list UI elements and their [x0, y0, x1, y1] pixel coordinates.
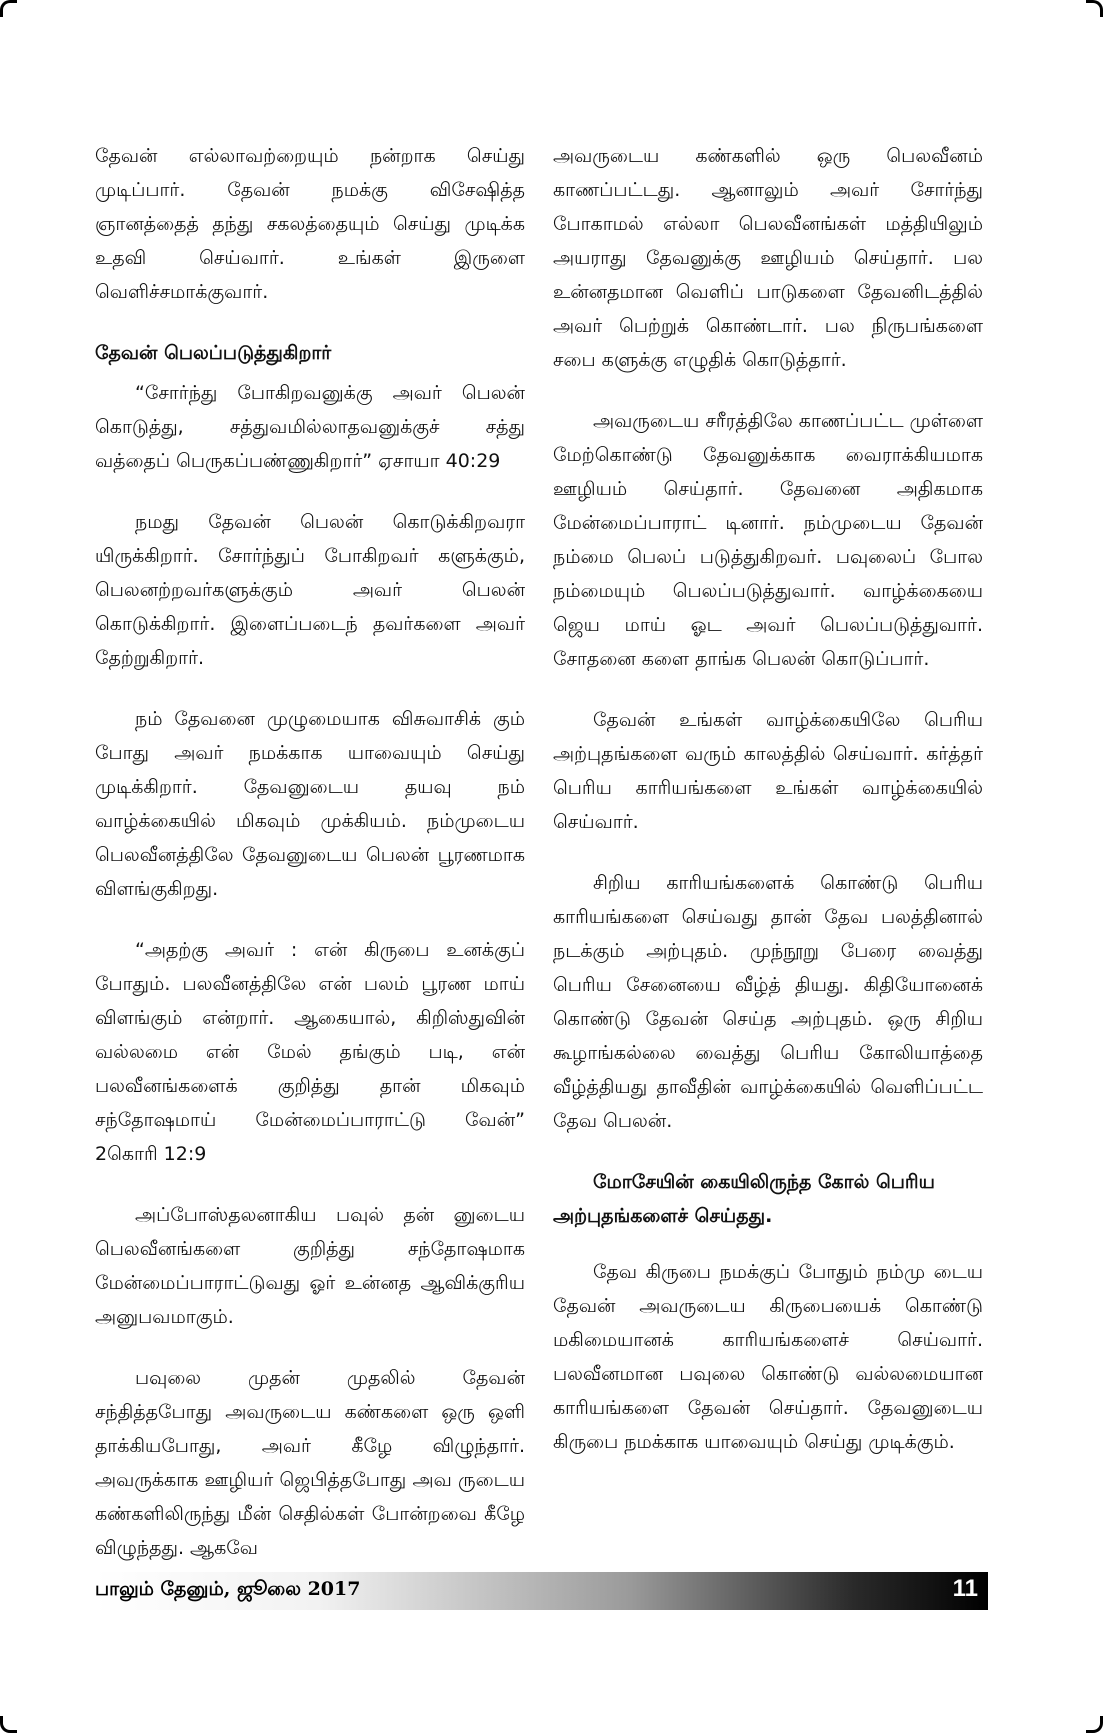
paragraph: தேவன் எல்லாவற்றையும் நன்றாக செய்து முடிப்பார். தேவன் நமக்கு விசேஷித்த ஞானத்தைத் தந்து சகலத்தையும் செய்து முடிக்க உதவி செய்வார். உங்கள் இருளை வெளிச்சமாக்குவார்.	[95, 145, 525, 303]
footer-bar	[95, 1572, 988, 1610]
paragraph: நம் தேவனை முழுமையாக விசுவாசிக் கும் போது அவர் நமக்காக யாவையும் செய்து முடிக்கிறார். தேவனுடைய தயவு நம் வாழ்க்கையில் மிகவும் முக்கியம். நம்முடைய பெலவீனத்திலே தேவனுடைய பெலன் பூரணமாக விளங்குகிறது.	[95, 708, 525, 900]
corner-mark-bottom-right	[1086, 1716, 1103, 1733]
section-heading: தேவன் பெலப்படுத்துகிறார்	[95, 342, 332, 364]
corner-mark-top-right	[1086, 0, 1103, 17]
paragraph: தேவன் உங்கள் வாழ்க்கையிலே பெரிய அற்புதங்களை வரும் காலத்தில் செய்வார். கர்த்தர் பெரிய காரியங்களை உங்கள் வாழ்க்கையில் செய்வார்.	[553, 709, 983, 833]
paragraph: தேவ கிருபை நமக்குப் போதும் நம்மு டைய தேவன் அவருடைய கிருபையைக் கொண்டு மகிமையானக் காரியங்களைச் செய்வார். பலவீனமான பவுலை கொண்டு வல்லமையான காரியங்களை தேவன் செய்தார். தேவனுடைய கிருபை நமக்காக யாவையும் செய்து முடிக்கும்.	[553, 1261, 983, 1453]
paragraph: அப்போஸ்தலனாகிய பவுல் தன் னுடைய பெலவீனங்களை குறித்து சந்தோஷமாக மேன்மைப்பாராட்டுவது ஓர் உன்னத ஆவிக்குரிய அனுபவமாகும்.	[95, 1204, 525, 1328]
paragraph: பவுலை முதன் முதலில் தேவன் சந்தித்தபோது அவருடைய கண்களை ஒரு ஒளி தாக்கியபோது, அவர் கீழே விழுந்தார். அவருக்காக ஊழியர் ஜெபித்தபோது அவ ருடைய கண்களிலிருந்து மீன் செதில்கள் போன்றவை கீழே விழுந்தது. ஆகவே	[95, 1367, 525, 1559]
right-column	[553, 139, 983, 1486]
scripture-quote: “சோர்ந்து போகிறவனுக்கு அவர் பெலன் கொடுத்து, சத்துவமில்லாதவனுக்குச் சத்து வத்தைப் பெருகப்பண்ணுகிறார்” ஏசாயா 40:29	[95, 382, 525, 472]
corner-mark-top-left	[0, 0, 17, 17]
page-number: 11	[952, 1575, 978, 1602]
magazine-issue-title: பாலும் தேனும், ஜூலை 2017	[95, 1578, 361, 1600]
section-heading: மோசேயின் கையிலிருந்த கோல் பெரிய அற்புதங்களைச் செய்தது.	[553, 1171, 935, 1227]
paragraph: அவருடைய கண்களில் ஒரு பெலவீனம் காணப்பட்டது. ஆனாலும் அவர் சோர்ந்து போகாமல் எல்லா பெலவீனங்கள் மத்தியிலும் அயராது தேவனுக்கு ஊழியம் செய்தார். பல உன்னதமான வெளிப் பாடுகளை தேவனிடத்தில் அவர் பெற்றுக் கொண்டார். பல நிருபங்களை சபை களுக்கு எழுதிக் கொடுத்தார்.	[553, 145, 983, 371]
corner-mark-bottom-left	[0, 1716, 17, 1733]
paragraph: சிறிய காரியங்களைக் கொண்டு பெரிய காரியங்களை செய்வது தான் தேவ பலத்தினால் நடக்கும் அற்புதம். முந்நூறு பேரை வைத்து பெரிய சேனையை வீழ்த் தியது. கிதியோனைக் கொண்டு தேவன் செய்த அற்புதம். ஒரு சிறிய கூழாங்கல்லை வைத்து பெரிய கோலியாத்தை வீழ்த்தியது தாவீதின் வாழ்க்கையில் வெளிப்பட்ட தேவ பெலன்.	[553, 872, 983, 1132]
paragraph: அவருடைய சரீரத்திலே காணப்பட்ட முள்ளை மேற்கொண்டு தேவனுக்காக வைராக்கியமாக ஊழியம் செய்தார். தேவனை அதிகமாக மேன்மைப்பாராட் டினார். நம்முடைய தேவன் நம்மை பெலப் படுத்துகிறவர். பவுலைப் போல நம்மையும் பெலப்படுத்துவார். வாழ்க்கையை ஜெய மாய் ஓட அவர் பெலப்படுத்துவார். சோதனை களை தாங்க பெலன் கொடுப்பார்.	[553, 410, 983, 670]
scripture-quote: “அதற்கு அவர் : என் கிருபை உனக்குப் போதும். பலவீனத்திலே என் பலம் பூரண மாய் விளங்கும் என்றார். ஆகையால், கிறிஸ்துவின் வல்லமை என் மேல் தங்கும் படி, என் பலவீனங்களைக் குறித்து தான் மிகவும் சந்தோஷமாய் மேன்மைப்பாராட்டு வேன்” 2கொரி 12:9	[95, 939, 525, 1165]
paragraph: நமது தேவன் பெலன் கொடுக்கிறவரா யிருக்கிறார். சோர்ந்துப் போகிறவர் களுக்கும், பெலனற்றவர்களுக்கும் அவர் பெலன் கொடுக்கிறார். இளைப்படைந் தவர்களை அவர் தேற்றுகிறார்.	[95, 511, 525, 669]
left-column	[95, 139, 525, 1592]
